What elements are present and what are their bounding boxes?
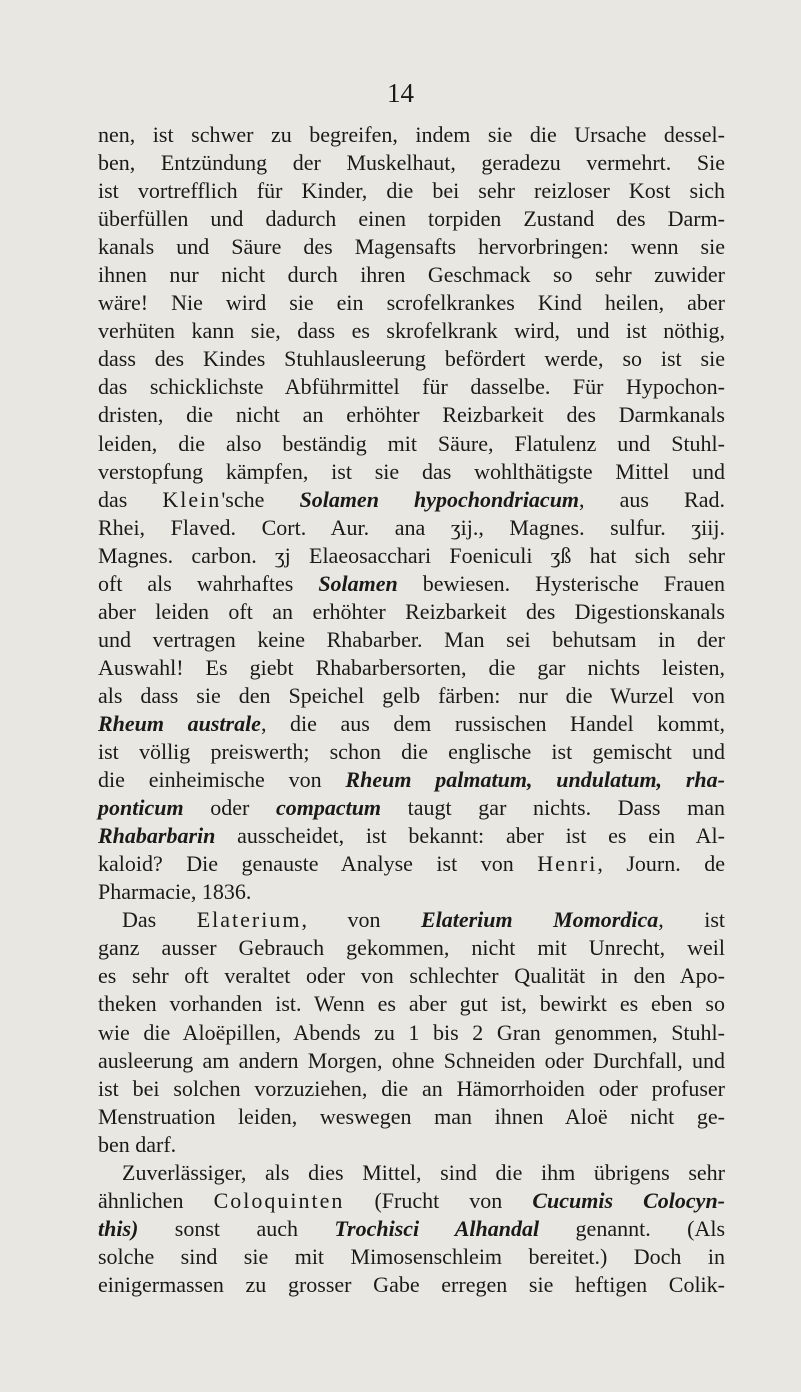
text-line <box>98 626 725 654</box>
text-segment: leiden, die also beständig mit Säure, Flatulenz und Stuhl- <box>98 430 725 456</box>
text-line <box>98 542 725 570</box>
text-segment: das schicklichste Abführmittel für dasselbe. Für Hypochon- <box>98 374 725 400</box>
text-segment: dristen, die nicht an erhöhter Reizbarkeit des Darmkanals <box>98 402 725 428</box>
page-number: 14 <box>387 78 414 108</box>
emphasized-term: Solamen <box>318 570 398 596</box>
text-line <box>98 794 725 822</box>
text-segment: Magnes. carbon. ʒj Elaeosacchari Foeniculi ʒß hat sich sehr <box>98 542 725 568</box>
text-segment: oder <box>183 795 276 821</box>
text-segment: einigermassen zu grosser Gabe erregen sie heftigen Colik- <box>98 1271 725 1297</box>
text-line <box>98 261 725 289</box>
spaced-name: Elaterium <box>196 907 302 933</box>
text-segment: Menstruation leiden, weswegen man ihnen Aloë nicht ge- <box>98 1103 725 1129</box>
text-segment: verhüten kann sie, dass es skrofelkrank wird, und ist nöthig, <box>98 318 725 344</box>
text-segment: ben, Entzündung der Muskelhaut, geradezu vermehrt. Sie <box>98 150 725 176</box>
text-line <box>98 598 725 626</box>
text-segment: bewiesen. Hysterische Frauen <box>397 570 725 596</box>
emphasized-term: Solamen hypochondriacum <box>299 486 580 512</box>
spaced-name: Henri <box>537 851 598 877</box>
text-line <box>98 121 725 149</box>
text-line <box>98 710 725 738</box>
text-segment: solche sind sie mit Mimosenschleim bereitet.) Doch in <box>98 1243 725 1269</box>
text-line <box>98 822 725 850</box>
text-segment: Zuverlässiger, als dies Mittel, sind die ihm übrigens sehr <box>122 1159 725 1185</box>
emphasized-term: this) <box>98 1215 139 1241</box>
text-segment: ist bei solchen vorzuziehen, die an Hämorrhoiden oder profuser <box>98 1075 725 1101</box>
text-segment: ganz ausser Gebrauch gekommen, nicht mit Unrecht, weil <box>98 935 725 961</box>
text-segment: ausscheidet, ist bekannt: aber ist es ein Al- <box>215 823 725 849</box>
text-segment: ihnen nur nicht durch ihren Geschmack so sehr zuwider <box>98 262 725 288</box>
emphasized-term: Rheum australe <box>98 710 261 736</box>
text-segment: ähnlichen <box>98 1187 214 1213</box>
spaced-name: Klein <box>162 486 222 512</box>
text-line <box>98 1075 725 1103</box>
emphasized-term: Rheum palmatum, undulatum, rha- <box>345 767 725 793</box>
text-segment: Auswahl! Es giebt Rhabarbersorten, die gar nichts leisten, <box>98 654 725 680</box>
emphasized-term: ponticum <box>98 795 184 821</box>
text-line <box>98 1187 725 1215</box>
text-line <box>98 1103 725 1131</box>
text-segment: Das <box>122 907 197 933</box>
text-segment: genannt. (Als <box>539 1215 726 1241</box>
text-line <box>98 1047 725 1075</box>
emphasized-term: Cucumis Colocyn- <box>532 1187 726 1213</box>
body-text <box>98 121 725 1299</box>
text-segment: Pharmacie, 1836. <box>98 879 252 905</box>
text-segment: ist völlig preiswerth; schon die englische ist gemischt und <box>98 739 725 765</box>
emphasized-term: Rhabarbarin <box>98 823 216 849</box>
text-segment: kanals und Säure des Magensafts hervorbringen: wenn sie <box>98 234 725 260</box>
spaced-name: Coloquinten <box>213 1187 345 1213</box>
text-segment: wie die Aloëpillen, Abends zu 1 bis 2 Gran genommen, Stuhl- <box>98 1019 725 1045</box>
text-segment: es sehr oft veraltet oder von schlechter Qualität in den Apo- <box>98 963 725 989</box>
text-line <box>98 458 725 486</box>
text-segment: ben darf. <box>98 1131 177 1157</box>
text-line <box>98 654 725 682</box>
text-segment: ausleerung am andern Morgen, ohne Schneiden oder Durchfall, und <box>98 1047 725 1073</box>
text-line <box>98 430 725 458</box>
text-line <box>98 682 725 710</box>
text-line <box>98 486 725 514</box>
text-segment: , aus Rad. <box>579 486 725 512</box>
text-segment: aber leiden oft an erhöhter Reizbarkeit des Digestionskanals <box>98 598 725 624</box>
text-line <box>98 766 725 794</box>
text-line <box>98 934 725 962</box>
text-segment: das <box>98 486 163 512</box>
emphasized-term: compactum <box>275 795 382 821</box>
text-line <box>98 1131 725 1159</box>
text-line <box>98 289 725 317</box>
text-segment: sonst auch <box>138 1215 335 1241</box>
text-segment: theken vorhanden ist. Wenn es aber gut ist, bewirkt es eben so <box>98 991 725 1017</box>
text-line <box>98 177 725 205</box>
text-segment: , von <box>301 907 421 933</box>
text-line <box>98 317 725 345</box>
text-line <box>98 850 725 878</box>
emphasized-term: Elaterium Momordica <box>420 907 659 933</box>
text-line <box>98 373 725 401</box>
text-segment: , ist <box>658 907 726 933</box>
text-segment: kaloid? Die genauste Analyse ist von <box>98 851 538 877</box>
text-line <box>98 345 725 373</box>
text-segment: nen, ist schwer zu begreifen, indem sie die Ursache dessel- <box>98 122 725 147</box>
text-segment: überfüllen und dadurch einen torpiden Zustand des Darm- <box>98 206 725 232</box>
text-line <box>98 990 725 1018</box>
text-line <box>98 1215 725 1243</box>
text-segment: als dass sie den Speichel gelb färben: nur die Wurzel von <box>98 682 725 708</box>
text-segment: ist vortrefflich für Kinder, die bei sehr reizloser Kost sich <box>98 178 725 204</box>
text-line <box>98 570 725 598</box>
text-line <box>98 1159 725 1187</box>
text-segment: , die aus dem russischen Handel kommt, <box>260 710 725 736</box>
text-segment: 'sche <box>221 486 300 512</box>
text-segment: (Frucht von <box>344 1187 533 1213</box>
text-line <box>98 906 725 934</box>
text-segment: Rhei, Flaved. Cort. Aur. ana ʒij., Magnes. sulfur. ʒiij. <box>98 514 725 540</box>
text-segment: oft als wahrhaftes <box>98 570 319 596</box>
text-line <box>98 401 725 429</box>
text-line <box>98 878 725 906</box>
text-line <box>98 1019 725 1047</box>
text-segment: , Journ. de <box>597 851 726 877</box>
text-line <box>98 1243 725 1271</box>
text-line <box>98 962 725 990</box>
text-segment: dass des Kindes Stuhlausleerung befördert werde, so ist sie <box>98 346 725 372</box>
text-segment: wäre! Nie wird sie ein scrofelkrankes Kind heilen, aber <box>98 290 725 316</box>
text-line <box>98 149 725 177</box>
text-segment: verstopfung kämpfen, ist sie das wohlthätigste Mittel und <box>98 458 725 484</box>
text-line <box>98 1271 725 1299</box>
emphasized-term: Trochisci Alhandal <box>334 1215 540 1241</box>
text-line <box>98 738 725 766</box>
text-segment: taugt gar nichts. Dass man <box>381 795 725 821</box>
text-line <box>98 233 725 261</box>
text-segment: die einheimische von <box>98 767 346 793</box>
text-line <box>98 514 725 542</box>
text-line <box>98 205 725 233</box>
text-segment: und vertragen keine Rhabarber. Man sei behutsam in der <box>98 626 725 652</box>
